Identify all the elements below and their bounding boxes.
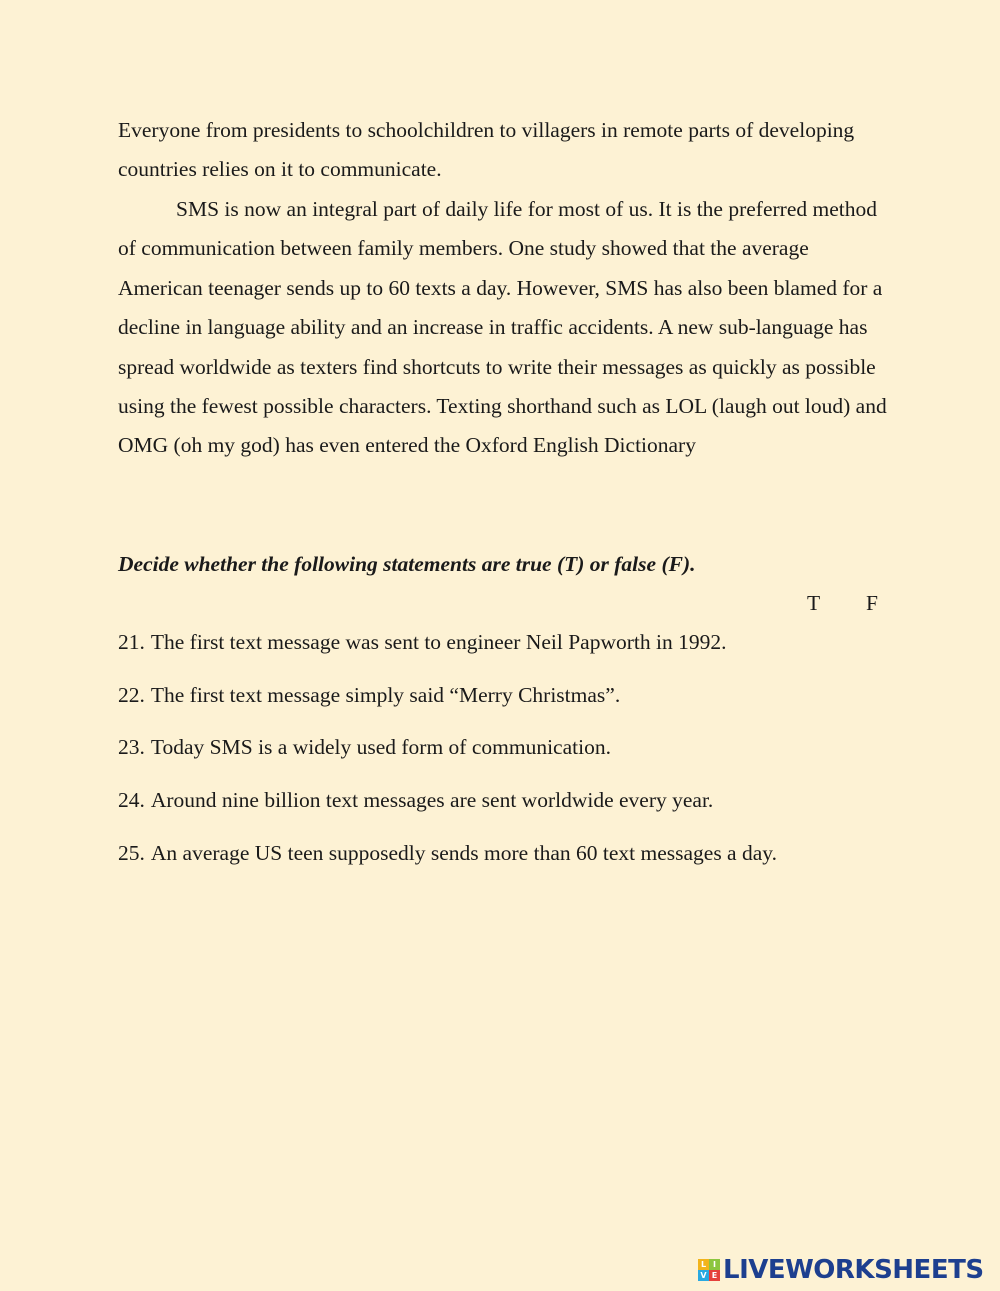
statement-item bbox=[118, 623, 898, 662]
statement-text: The first text message simply said “Merry Christmas”. bbox=[150, 683, 621, 707]
false-column-header: F bbox=[866, 591, 878, 615]
statement-text: The first text message was sent to engineer Neil Papworth in 1992. bbox=[150, 630, 727, 654]
statement-number: 21. bbox=[118, 630, 145, 654]
statement-number: 23. bbox=[118, 735, 145, 759]
liveworksheets-logo-text: LIVEWORKSHEETS bbox=[723, 1255, 984, 1285]
statement-item bbox=[118, 781, 898, 820]
passage-paragraph-1: Everyone from presidents to schoolchildren to villagers in remote parts of developing countries relies on it to communicate. bbox=[118, 118, 855, 182]
statement-number: 24. bbox=[118, 788, 145, 812]
passage-paragraph-2: SMS is now an integral part of daily life for most of us. It is the preferred method of communication between family members. One study showed that the average American teenager sends up to 60 texts a day. However, SMS has also been blamed for a decline in language ability and an increase in traffic accidents. A new sub-language has spread worldwide as texters find shortcuts to write their messages as quickly as possible using the fewest possible characters. Texting shorthand such as LOL (laugh out loud) and OMG (oh my god) has even entered the Oxford English Dictionary bbox=[118, 197, 887, 458]
statement-number: 22. bbox=[118, 683, 145, 707]
statement-text: Today SMS is a widely used form of communication. bbox=[150, 735, 611, 759]
statement-item bbox=[118, 728, 898, 767]
statement-item bbox=[118, 676, 898, 715]
statement-item bbox=[118, 834, 898, 873]
statement-text: An average US teen supposedly sends more than 60 text messages a day. bbox=[150, 841, 777, 865]
exercise-instruction: Decide whether the following statements are true (T) or false (F). bbox=[118, 552, 696, 576]
liveworksheets-logo-icon: L I V E bbox=[698, 1259, 720, 1281]
liveworksheets-logo[interactable] bbox=[698, 1255, 984, 1285]
statement-text: Around nine billion text messages are sent worldwide every year. bbox=[150, 788, 714, 812]
true-column-header: T bbox=[807, 591, 821, 615]
statement-number: 25. bbox=[118, 841, 145, 865]
